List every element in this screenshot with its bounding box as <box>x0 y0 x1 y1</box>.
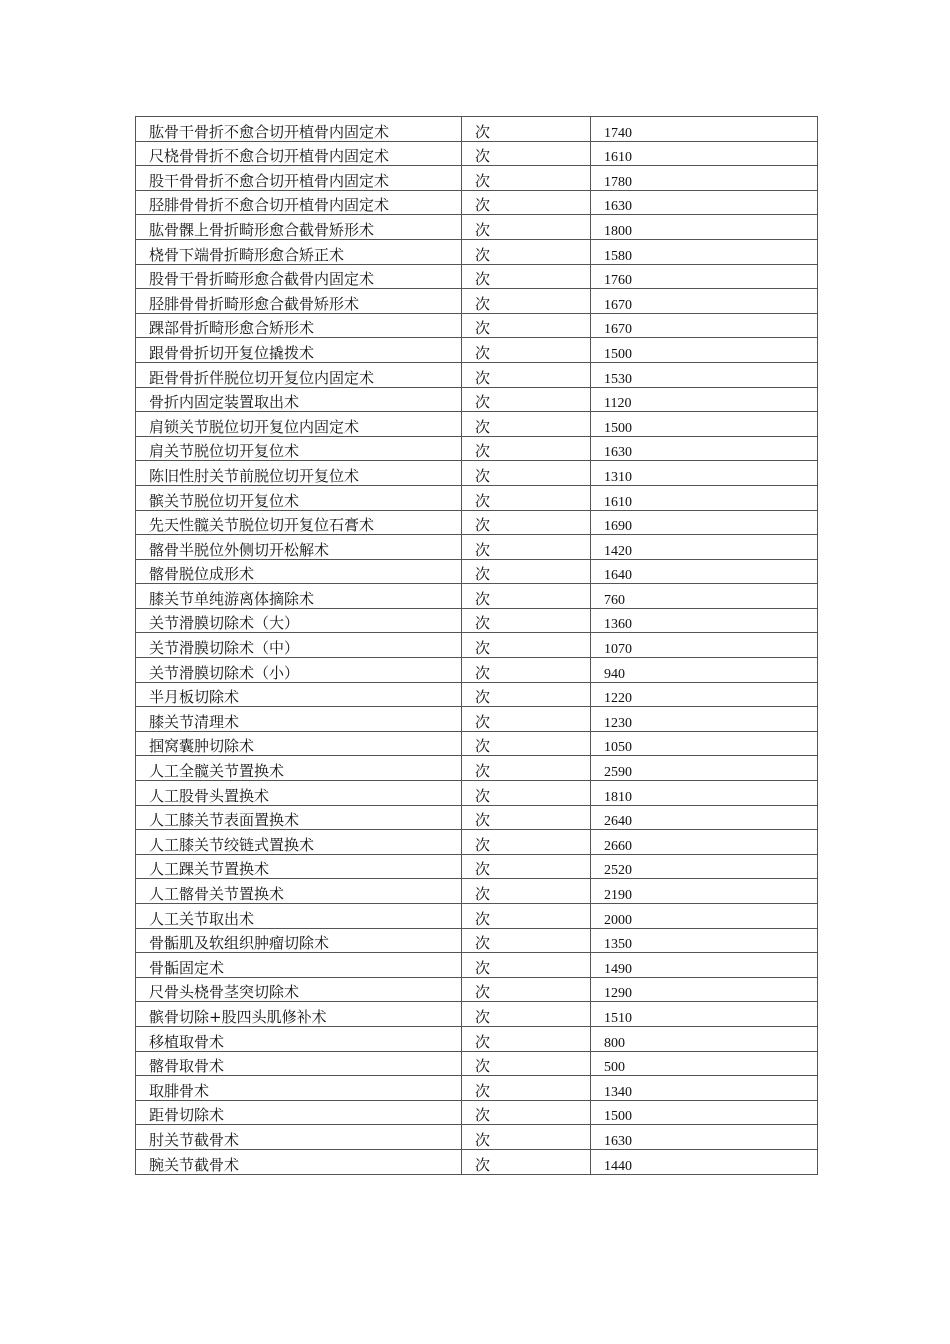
unit-cell: 次 <box>462 928 591 953</box>
procedure-name-cell: 移植取骨术 <box>136 1026 462 1051</box>
procedure-name-cell: 髌关节脱位切开复位术 <box>136 485 462 510</box>
unit-cell: 次 <box>462 535 591 560</box>
procedure-name-cell: 取腓骨术 <box>136 1076 462 1101</box>
table-row <box>136 190 818 215</box>
unit-cell: 次 <box>462 953 591 978</box>
procedure-name-cell: 髂骨脱位成形术 <box>136 559 462 584</box>
table-row <box>136 1026 818 1051</box>
table-row <box>136 854 818 879</box>
procedure-name-cell: 骨骺肌及软组织肿瘤切除术 <box>136 928 462 953</box>
procedure-name-cell: 肩关节脱位切开复位术 <box>136 436 462 461</box>
unit-cell: 次 <box>462 117 591 142</box>
table-row <box>136 362 818 387</box>
table-row <box>136 953 818 978</box>
price-cell: 1670 <box>591 289 818 314</box>
procedure-name-cell: 踝部骨折畸形愈合矫形术 <box>136 313 462 338</box>
procedure-name-cell: 肱骨髁上骨折畸形愈合截骨矫形术 <box>136 215 462 240</box>
unit-cell: 次 <box>462 1026 591 1051</box>
unit-cell: 次 <box>462 215 591 240</box>
table-row <box>136 1149 818 1174</box>
price-cell: 1690 <box>591 510 818 535</box>
unit-cell: 次 <box>462 1100 591 1125</box>
table-row <box>136 584 818 609</box>
price-cell: 1290 <box>591 977 818 1002</box>
table-row <box>136 166 818 191</box>
unit-cell: 次 <box>462 904 591 929</box>
procedure-name-cell: 髂骨半脱位外侧切开松解术 <box>136 535 462 560</box>
table-row <box>136 239 818 264</box>
table-row <box>136 215 818 240</box>
unit-cell: 次 <box>462 682 591 707</box>
table-row <box>136 781 818 806</box>
price-cell: 500 <box>591 1051 818 1076</box>
procedure-name-cell: 股骨干骨折畸形愈合截骨内固定术 <box>136 264 462 289</box>
table-row <box>136 436 818 461</box>
unit-cell: 次 <box>462 1149 591 1174</box>
surgery-fee-table <box>135 116 818 1175</box>
table-row <box>136 805 818 830</box>
table-row <box>136 313 818 338</box>
table-row <box>136 485 818 510</box>
price-cell: 1510 <box>591 1002 818 1027</box>
table-row <box>136 1100 818 1125</box>
table-row <box>136 1051 818 1076</box>
unit-cell: 次 <box>462 313 591 338</box>
procedure-name-cell: 肘关节截骨术 <box>136 1125 462 1150</box>
price-cell: 1050 <box>591 731 818 756</box>
procedure-name-cell: 股干骨骨折不愈合切开植骨内固定术 <box>136 166 462 191</box>
procedure-name-cell: 距骨骨折伴脱位切开复位内固定术 <box>136 362 462 387</box>
unit-cell: 次 <box>462 731 591 756</box>
procedure-name-cell: 肱骨干骨折不愈合切开植骨内固定术 <box>136 117 462 142</box>
price-cell: 1800 <box>591 215 818 240</box>
unit-cell: 次 <box>462 633 591 658</box>
unit-cell: 次 <box>462 805 591 830</box>
price-cell: 1230 <box>591 707 818 732</box>
price-cell: 1360 <box>591 608 818 633</box>
procedure-name-cell: 半月板切除术 <box>136 682 462 707</box>
procedure-name-cell: 膝关节单纯游离体摘除术 <box>136 584 462 609</box>
table-row <box>136 682 818 707</box>
price-cell: 1340 <box>591 1076 818 1101</box>
price-cell: 1630 <box>591 1125 818 1150</box>
unit-cell: 次 <box>462 338 591 363</box>
table-row <box>136 338 818 363</box>
table-row <box>136 387 818 412</box>
price-cell: 2640 <box>591 805 818 830</box>
procedure-name-cell: 距骨切除术 <box>136 1100 462 1125</box>
table-row <box>136 977 818 1002</box>
procedure-name-cell: 桡骨下端骨折畸形愈合矫正术 <box>136 239 462 264</box>
unit-cell: 次 <box>462 977 591 1002</box>
price-cell: 1310 <box>591 461 818 486</box>
unit-cell: 次 <box>462 436 591 461</box>
unit-cell: 次 <box>462 485 591 510</box>
unit-cell: 次 <box>462 510 591 535</box>
unit-cell: 次 <box>462 707 591 732</box>
table-row <box>136 510 818 535</box>
unit-cell: 次 <box>462 387 591 412</box>
unit-cell: 次 <box>462 166 591 191</box>
procedure-name-cell: 腕关节截骨术 <box>136 1149 462 1174</box>
price-cell: 1500 <box>591 338 818 363</box>
price-cell: 2190 <box>591 879 818 904</box>
table-row <box>136 633 818 658</box>
procedure-name-cell: 人工全髋关节置换术 <box>136 756 462 781</box>
price-cell: 760 <box>591 584 818 609</box>
price-cell: 2000 <box>591 904 818 929</box>
table-row <box>136 117 818 142</box>
unit-cell: 次 <box>462 362 591 387</box>
procedure-name-cell: 尺桡骨骨折不愈合切开植骨内固定术 <box>136 141 462 166</box>
table-row <box>136 756 818 781</box>
procedure-name-cell: 胫腓骨骨折不愈合切开植骨内固定术 <box>136 190 462 215</box>
procedure-name-cell: 关节滑膜切除术（大） <box>136 608 462 633</box>
unit-cell: 次 <box>462 781 591 806</box>
price-cell: 1670 <box>591 313 818 338</box>
price-cell: 1070 <box>591 633 818 658</box>
procedure-name-cell: 胫腓骨骨折畸形愈合截骨矫形术 <box>136 289 462 314</box>
price-cell: 2660 <box>591 830 818 855</box>
procedure-name-cell: 关节滑膜切除术（小） <box>136 658 462 683</box>
price-cell: 1530 <box>591 362 818 387</box>
price-cell: 1610 <box>591 141 818 166</box>
price-cell: 1610 <box>591 485 818 510</box>
procedure-name-cell: 陈旧性肘关节前脱位切开复位术 <box>136 461 462 486</box>
table-row <box>136 141 818 166</box>
price-cell: 1630 <box>591 436 818 461</box>
table-row <box>136 830 818 855</box>
table-row <box>136 461 818 486</box>
table-row <box>136 658 818 683</box>
procedure-name-cell: 掴窝囊肿切除术 <box>136 731 462 756</box>
procedure-name-cell: 关节滑膜切除术（中） <box>136 633 462 658</box>
unit-cell: 次 <box>462 608 591 633</box>
table-row <box>136 707 818 732</box>
table-row <box>136 904 818 929</box>
table-row <box>136 928 818 953</box>
procedure-name-cell: 髂骨取骨术 <box>136 1051 462 1076</box>
unit-cell: 次 <box>462 854 591 879</box>
price-cell: 1220 <box>591 682 818 707</box>
price-cell: 1630 <box>591 190 818 215</box>
procedure-name-cell: 骨折内固定装置取出术 <box>136 387 462 412</box>
unit-cell: 次 <box>462 141 591 166</box>
unit-cell: 次 <box>462 461 591 486</box>
unit-cell: 次 <box>462 559 591 584</box>
procedure-name-cell: 膝关节清理术 <box>136 707 462 732</box>
procedure-name-cell: 人工关节取出术 <box>136 904 462 929</box>
unit-cell: 次 <box>462 1002 591 1027</box>
fee-table-body <box>136 117 818 1175</box>
unit-cell: 次 <box>462 1125 591 1150</box>
table-row <box>136 1125 818 1150</box>
procedure-name-cell: 人工膝关节表面置换术 <box>136 805 462 830</box>
table-row <box>136 731 818 756</box>
price-cell: 2520 <box>591 854 818 879</box>
price-cell: 1420 <box>591 535 818 560</box>
procedure-name-cell: 髌骨切除+股四头肌修补术 <box>136 1002 462 1027</box>
price-cell: 1780 <box>591 166 818 191</box>
price-cell: 1500 <box>591 412 818 437</box>
table-row <box>136 412 818 437</box>
unit-cell: 次 <box>462 289 591 314</box>
table-row <box>136 559 818 584</box>
price-cell: 1810 <box>591 781 818 806</box>
table-row <box>136 535 818 560</box>
table-row <box>136 264 818 289</box>
procedure-name-cell: 肩锁关节脱位切开复位内固定术 <box>136 412 462 437</box>
procedure-name-cell: 跟骨骨折切开复位撬拨术 <box>136 338 462 363</box>
procedure-name-cell: 骨骺固定术 <box>136 953 462 978</box>
unit-cell: 次 <box>462 830 591 855</box>
price-cell: 940 <box>591 658 818 683</box>
procedure-name-cell: 人工踝关节置换术 <box>136 854 462 879</box>
unit-cell: 次 <box>462 412 591 437</box>
unit-cell: 次 <box>462 1076 591 1101</box>
table-row <box>136 1002 818 1027</box>
table-row <box>136 608 818 633</box>
unit-cell: 次 <box>462 584 591 609</box>
unit-cell: 次 <box>462 190 591 215</box>
price-cell: 1580 <box>591 239 818 264</box>
procedure-name-cell: 先天性髋关节脱位切开复位石膏术 <box>136 510 462 535</box>
table-row <box>136 289 818 314</box>
unit-cell: 次 <box>462 756 591 781</box>
price-cell: 1120 <box>591 387 818 412</box>
table-row <box>136 879 818 904</box>
unit-cell: 次 <box>462 239 591 264</box>
procedure-name-cell: 人工股骨头置换术 <box>136 781 462 806</box>
unit-cell: 次 <box>462 1051 591 1076</box>
price-cell: 1490 <box>591 953 818 978</box>
procedure-name-cell: 人工膝关节绞链式置换术 <box>136 830 462 855</box>
price-cell: 1760 <box>591 264 818 289</box>
table-row <box>136 1076 818 1101</box>
procedure-name-cell: 人工髂骨关节置换术 <box>136 879 462 904</box>
unit-cell: 次 <box>462 264 591 289</box>
price-cell: 2590 <box>591 756 818 781</box>
procedure-name-cell: 尺骨头桡骨茎突切除术 <box>136 977 462 1002</box>
price-cell: 1640 <box>591 559 818 584</box>
unit-cell: 次 <box>462 658 591 683</box>
price-cell: 1440 <box>591 1149 818 1174</box>
price-cell: 1740 <box>591 117 818 142</box>
price-cell: 800 <box>591 1026 818 1051</box>
price-cell: 1350 <box>591 928 818 953</box>
unit-cell: 次 <box>462 879 591 904</box>
price-cell: 1500 <box>591 1100 818 1125</box>
